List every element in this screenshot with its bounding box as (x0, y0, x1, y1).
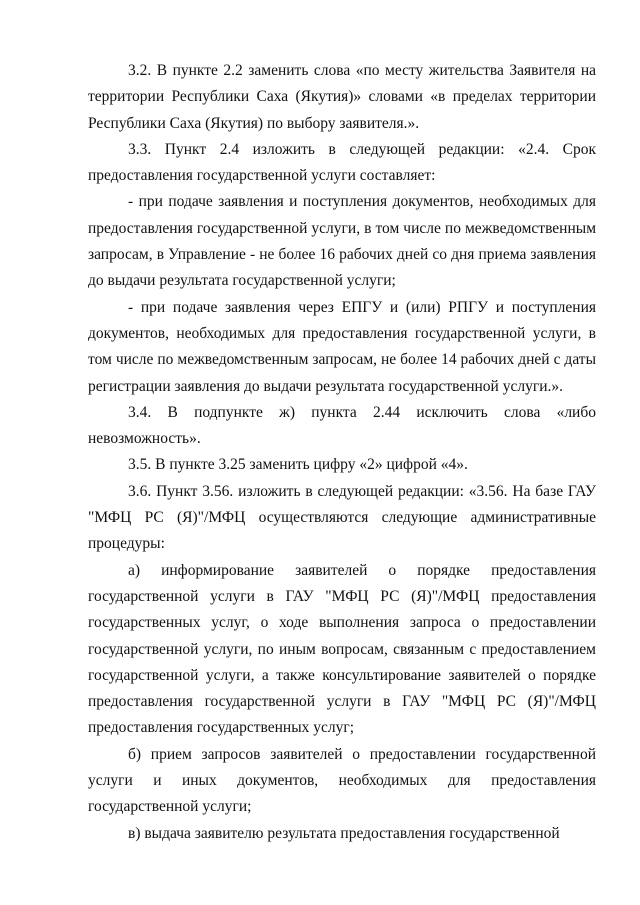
document-body (88, 58, 596, 847)
paragraph-3-6-item-b: б) прием запросов заявителей о предоставлении государственной услуги и иных документов, необходимых для предоставления государственной услуги; (88, 745, 596, 816)
paragraph-3-3-item-2: - при подаче заявления через ЕПГУ и (или) РПГУ и поступления документов, необходимых для предоставления государственной услуги, в том числе по межведомственным запросам, не более 14 рабочих дней с даты регистрации заявления до выдачи результата государственной услуги.». (88, 298, 596, 395)
paragraph-3-6-item-v: в) выдача заявителю результата предоставления государственной (128, 824, 560, 842)
paragraph-3-4: 3.4. В подпункте ж) пункта 2.44 исключить слова «либо невозможность». (88, 403, 596, 448)
paragraph-3-5: 3.5. В пункте 3.25 заменить цифру «2» цифрой «4». (128, 456, 468, 474)
paragraph-3-2: 3.2. В пункте 2.2 заменить слова «по месту жительства Заявителя на территории Республики Саха (Якутия)» словами «в пределах территории Республики Саха (Якутия) по выбору заявителя.». (88, 62, 596, 132)
paragraph-3-3: 3.3. Пункт 2.4 изложить в следующей редакции: «2.4. Срок предоставления государственной услуги составляет: (88, 140, 596, 185)
paragraph-3-6: 3.6. Пункт 3.56. изложить в следующей редакции: «3.56. На базе ГАУ "МФЦ РС (Я)"/МФЦ осуществляются следующие административные процедуры: (88, 482, 596, 553)
paragraph-3-6-item-a: а) информирование заявителей о порядке предоставления государственной услуги в ГАУ "МФЦ РС (Я)"/МФЦ предоставления государственных услуг, о ходе выполнения запроса о предоставлении государственной услуги, по иным вопросам, связанным с предоставлением государственной услуги, а также консультирование заявителей о порядке предоставления государственной услуги в ГАУ "МФЦ РС (Я)"/МФЦ предоставления государственных услуг; (88, 561, 596, 737)
paragraph-3-3-item-1: - при подаче заявления и поступления документов, необходимых для предоставления государственной услуги, в том числе по межведомственным запросам, в Управление - не более 16 рабочих дней со дня приема заявления до выдачи результата государственной услуги; (88, 193, 596, 290)
